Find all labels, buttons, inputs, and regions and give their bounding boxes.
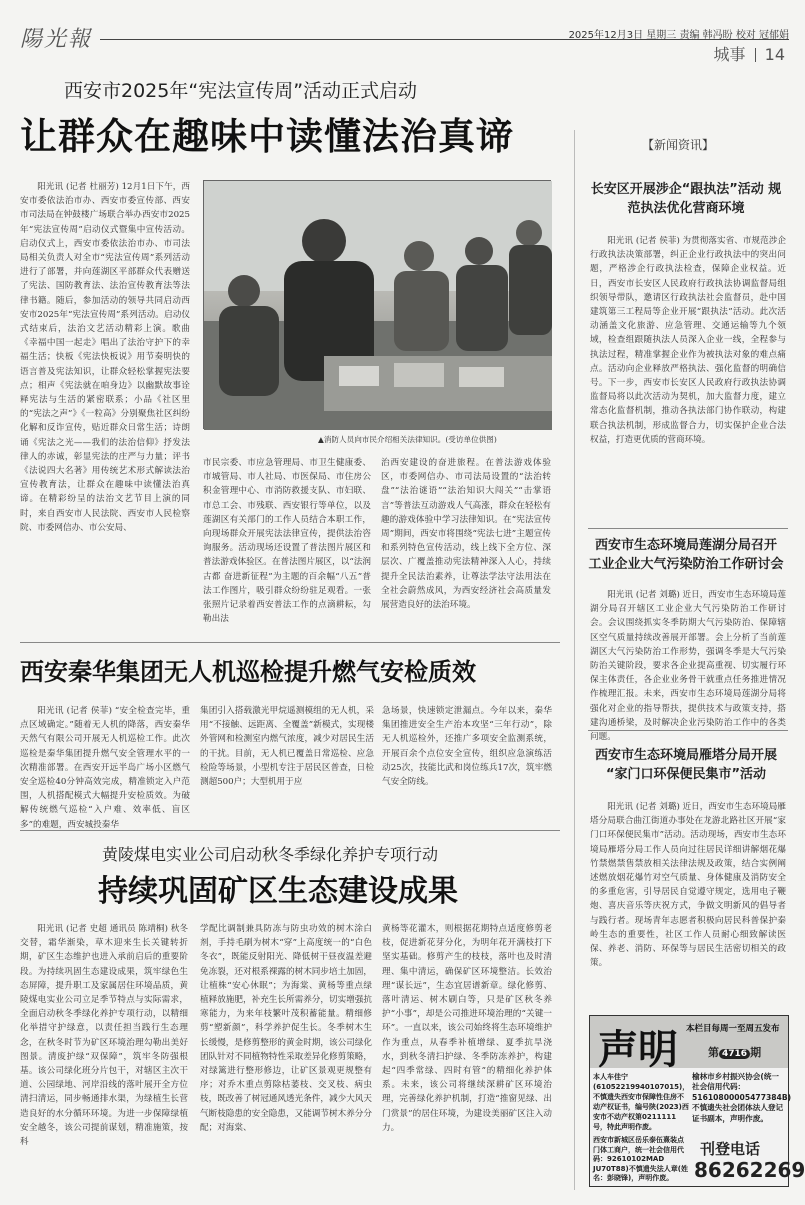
notice-text-c: 西安市新城区岳乐泰伍熹装点门体工商户，统一社会信用代码：92610102MAD JU70T88)不慎遗失法人章(姓名：彭晓锋)，声明作废。 — [593, 1136, 688, 1183]
lead-column-3: 治西安建设的奋进旅程。在普法游戏体验区，市委网信办、市司法局设置的“法治转盘”“法治谜语”“法治知识大闯关”“击掌语言”等普法互动游戏人气高涨，群众在轻松有趣的游戏体验中学习法律知识。在“宪法宣传周”期间，西安市将围绕“宪法七进”主题宣传和系列特色宣传活动，线上线下全方位、深层次、广覆盖推动宪法精神深入人心，持续提升全民法治素养，让尊法学法守法用法在全社会蔚然成风，为西安经济社会高质量发展营造良好的法治环境。 — [381, 458, 551, 611]
drone-column-3: 急场景，快速锁定泄漏点。今年以来，秦华集团推进安全生产治本攻坚“三年行动”，除无人机巡检外，还推广多项安全监测系统，开展百余个点位安全宣传，组织应急演练活动25次，技能比武和岗位练兵17次，筑牢燃气安全防线。 — [382, 706, 552, 788]
section-name: 城事 — [713, 45, 746, 64]
sidebar-header — [642, 136, 714, 153]
mine-kicker: 黄陵煤电实业公司启动秋冬季绿化养护专项行动 — [102, 845, 439, 864]
photo-illustration — [204, 181, 552, 430]
sidebar-header-label: 新闻资讯 — [654, 138, 703, 152]
sidebar-item-1-title: 长安区开展涉企“跟执法”活动 规范执法优化营商环境 — [590, 182, 782, 216]
newspaper-logo: 陽光報 — [20, 27, 93, 52]
sidebar-item-2-body: 阳光讯 (记者 刘璐) 近日，西安市生态环境局莲湖分局召开辖区工业企业大气污染防治工作研讨会。会议围绕抓实冬季防期大气污染防治、保障辖区空气质量持续改善展开部署。会上分析了当前莲湖区大气污染防治工作形势，强调冬季是大气污染防治关键阶段，要求各企业提高重视、切实履行环保主体责任，各企业业务骨干就重点任务推进情况作梳理汇报。未来，西安市生态环境局莲湖分局将强化对企业的指导帮扶，提供技术与政策支持，搭建沟通桥梁，及时解决企业污染防治工作中的各类问题。 — [590, 590, 786, 743]
section-label — [713, 42, 785, 65]
notice-phone-label: 刊登电话 — [700, 1140, 761, 1158]
notice-title: 声明 — [598, 1027, 678, 1073]
mine-column-1: 阳光讯 (记者 史超 通讯员 陈靖桐) 秋冬交替，霜华渐染，草木迎来生长关键转折期，矿区生态维护也进入承前启后的重要阶段。为持续巩固生态建设成果，筑牢绿色生态屏障，提升职工及家属居住环境品质，黄陵煤电实业公司立足季节特点与实际需求，全面启动秋冬季绿化养护专项行动，以精细化举措守护绿意，以责任担当践行生态理念，在秋冬时节为矿区环境治理勾勒出美好图景。清废护绿“双保障”，筑牢冬防强根基。该公司绿化班分片包干，对辖区主次干道、公园绿地、河岸沿线的落叶展开全方位清扫清运，同步畅通排水渠，为绿植生长营造良好的水分循环环境。为进一步保障绿植安全越冬，该公司提前谋划，精准施策，按科 — [20, 924, 188, 1148]
notice-phone: 86262269 — [694, 1158, 805, 1182]
sidebar-item-2-title: 西安市生态环境局莲湖分局召开 工业企业大气污染防治工作研讨会 — [588, 538, 784, 572]
page-number: 14 — [764, 45, 785, 64]
dateline: 2025年12月3日 星期三 责编 韩冯盼 校对 冠郁娟 — [568, 30, 789, 41]
notice-issue — [708, 1044, 761, 1060]
photo-caption: ▲消防人员向市民介绍相关法律知识。(受访单位供图) — [318, 435, 497, 444]
drone-bottom-rule — [20, 830, 560, 831]
sidebar-item-3-body: 阳光讯 (记者 刘璐) 近日，西安市生态环境局雁塔分局联合曲江街道办事处在龙游北路社区开展“家门口环保便民集市”活动。活动现场，西安市生态环境局雁塔分局工作人员向过往居民详细讲解烟花爆竹禁燃禁售禁放相关法律法规及政策，结合实例阐述燃放烟花爆竹对空气质量、身体健康及消防安全的多重危害，引导居民自觉遵守规定，选用电子鞭炮、喜庆音乐等庆祝方式，争做文明新风的倡导者与践行者。现场青年志愿者积极向居民科普保护秦岭生态的重要性，社区工作人员耐心细致解读医保、养老、消防、环保等与居民生活密切相关的政策。 — [590, 802, 786, 969]
notice-box — [589, 1015, 805, 1187]
notice-text-a: 本人车佳宁 (61052219940107015)，不慎遗失西安市保障性住房不动产权证书，编号陕(2023)西安市不动产权第0211111号，特此声明作废。 — [593, 1073, 690, 1131]
lead-column-1: 阳光讯 (记者 杜丽芳) 12月1日下午，西安市委依法治市办、西安市委宣传部、西安市司法局在钟鼓楼广场联合举办西安市2025年“宪法宣传周”启动仪式暨集中宣传活动。启动仪式上，西安市委依法治市办、市司法局相关负责人对全市“宪法宣传周”系列活动进行了部署，并向莲湖区平部群众代表赠送了宪法、国防教育法、法治宣传教育法等法律书籍。随后，参加活动的领导共同启动西安市2025年“宪法宣传周”系列活动。启动仪式结束后，法治文艺活动精彩上演。歌曲《幸福中国一起走》唱出了法治守护下的幸福生活；快板《宪法快板说》用节奏明快的语言普及宪法知识，让群众轻松掌握宪法要点；相声《宪法就在咱身边》以幽默故事诠释宪法与生活的紧密联系；小品《社区里的“宪法之声”》《一粒高》分别聚焦社区纠纷化解和反诈宣传，贴近群众日常生活；诗朗诵《宪法之光——我们的法治信仰》抒发法律人的赤诚，彰显宪法的庄严与力量；评书《法说四大名著》用传统艺术形式解读法治宣传教育法，让群众在趣味中读懂法治真谛。在精彩纷呈的法治文艺节目上演的同时，来自西安市人民法院、西安市人民检察院、市委网信办、市公安局、 — [20, 182, 190, 533]
bracket-left-icon: 【 — [642, 138, 655, 152]
mine-column-3: 黄杨等花灌木，则根据花期特点适度修剪老枝，促进新花芽分化，为明年花开满枝打下坚实基础。修剪产生的枝枝，落叶也及时清理、集中清运，确保矿区环境整洁。长效治理“谋长远”，生态宜居谱新章。绿化修剪、落叶清运、树木刷白等，只是矿区秋冬养护“小事”，却是公司推进环境治理的“关键一环”。一直以来，该公司始终将生态环境维护作为重点，从春季补植增绿、夏季抗旱浇水，到秋冬清扫护绿、冬季防冻养护，构建起“四季常绿、四时有管”的精细化养护体系。未来，该公司将继续深耕矿区环境治理，完善绿化养护机制，打造“推窗见绿、出门赏景”的居住环境，为建设美丽矿区注入动力。 — [382, 924, 552, 1133]
mine-headline: 持续巩固矿区生态建设成果 — [98, 874, 458, 909]
notice-issue-suffix: 期 — [750, 1046, 762, 1059]
sidebar-rule-2 — [588, 730, 788, 731]
sidebar-rule-1 — [588, 528, 788, 529]
lead-headline: 让群众在趣味中读懂法治真谛 — [20, 115, 514, 158]
lead-kicker: 西安市2025年“宪法宣传周”活动正式启动 — [64, 80, 418, 102]
lead-photo — [203, 180, 551, 429]
section-divider — [755, 48, 756, 62]
lead-column-2: 市民宗委、市应急管理局、市卫生健康委、市城管局、市人社局、市医保局、市住房公积金管理中心、市消防救援支队、市妇联、市总工会、市残联、西安银行等单位，以及莲湖区有关部门的工作人员结合本职工作，向现场群众开展宪法法律宣传，提供法治咨询服务。活动现场还设置了普法图片展区和普法游戏体验区。在普法图片展区，以“法润古都 奋进新征程”为主题的百余幅“八五”普法工作图片，吸引群众纷纷驻足观看。一张张照片记录着西安普法工作的点滴耕耘，勾勒出法 — [203, 458, 371, 625]
notice-text-b: 榆林市乡村振兴协会(统一社会信用代码：51610800005477384B)不慎遗失社会团体法人登记证书副本，声明作废。 — [692, 1072, 792, 1123]
masthead-rule — [100, 39, 789, 40]
sidebar-item-3-title: 西安市生态环境局雁塔分局开展 “家门口环保便民集市”活动 — [594, 748, 777, 782]
notice-issue-number: 4716 — [719, 1049, 750, 1059]
drone-headline: 西安秦华集团无人机巡检提升燃气安检质效 — [20, 658, 476, 686]
mine-column-2: 学配比调制兼具防冻与防虫功效的树木涂白剂，手持毛刷为树木“穿”上高度统一的“白色冬衣”，既能反射阳光、降低树干昼夜温差避免冻裂，还对根系裸露的树木同步培土加固，让植株“安心休眠”；为海棠、黄杨等重点绿植释放施肥，补充生长所需养分，切实增强抗寒能力，为来年枝繁叶茂积蓄能量。精细修剪“塑新颜”，科学养护促生长。冬季树木生长缓慢，是修剪整形的黄金时期，该公司绿化团队针对不同植物特性采取差异化修剪策略，对绿篱进行整形修边，让矿区景观更规整有序；对乔木重点剪除枯萎枝、交叉枝、病虫枝，既改善了树冠通风透光条件，减少大风天气断枝隐患的安全隐患，又能调节树木养分分配；对海棠、 — [200, 924, 372, 1133]
bracket-right-icon: 】 — [702, 138, 715, 152]
notice-issue-prefix: 第 — [708, 1046, 719, 1059]
masthead — [0, 0, 799, 64]
sidebar-item-1-body: 阳光讯 (记者 侯菲) 为贯彻落实省、市规范涉企行政执法决策部署，纠正企业行政执法中的突出问题，严格涉企行政执法检查，保障企业权益。近日，西安市长安区人民政府行政执法协调监督局组织领导带队，邀请区行政执法社会监督员，赴中国建筑第三工程局等企业开展“跟执法”活动。此次活动涵盖文化旅游、应急管理、交通运输等九个领域，检查组跟随执法人员深入企业一线，全程参与执法过程，精准掌握企业作为被执法对象的难点痛点。活动向企业释放严格执法、强化监督的明确信号。下一步，西安市长安区人民政府行政执法协调监督局将以此次活动为契机，加大监督力度，建立常态化监督机制，推动各执法部门协作联动，构建联合执法机制，形成监督合力，切实保护企业合法权益，打造更优质的营商环境。 — [590, 236, 786, 445]
notice-slogan: 本栏目每周一至周五发布 — [686, 1024, 780, 1034]
drone-column-2: 集团引入搭载激光甲烷遥测模组的无人机，采用“不接触、远距离、全覆盖”新模式，实现楼外管网和检测室内燃气浓度，减少对居民生活的干扰。目前，无人机已覆盖日常巡检、应急检险等场景，小型机专注于居民区普查，日检测超500户；大型机用于应 — [200, 706, 374, 788]
drone-column-1: 阳光讯 (记者 侯菲) “安全检查完毕，重点区域确定。”随着无人机的降落，西安秦华天然气有限公司开展无人机巡检工作。此次巡检是秦华集团提升燃气安全管理水平的一次精准部署。在西安开远半岛广场小区燃气安全巡检40分钟高效完成，精准锁定入户范围，人机搭配模式大幅提升安检质效。为破解传统燃气巡检“入户难、效率低、盲区多”的难题，西安城投秦华 — [20, 706, 190, 830]
drone-top-rule — [20, 642, 560, 643]
notice-banner — [590, 1016, 788, 1073]
sidebar-divider — [574, 130, 575, 1190]
